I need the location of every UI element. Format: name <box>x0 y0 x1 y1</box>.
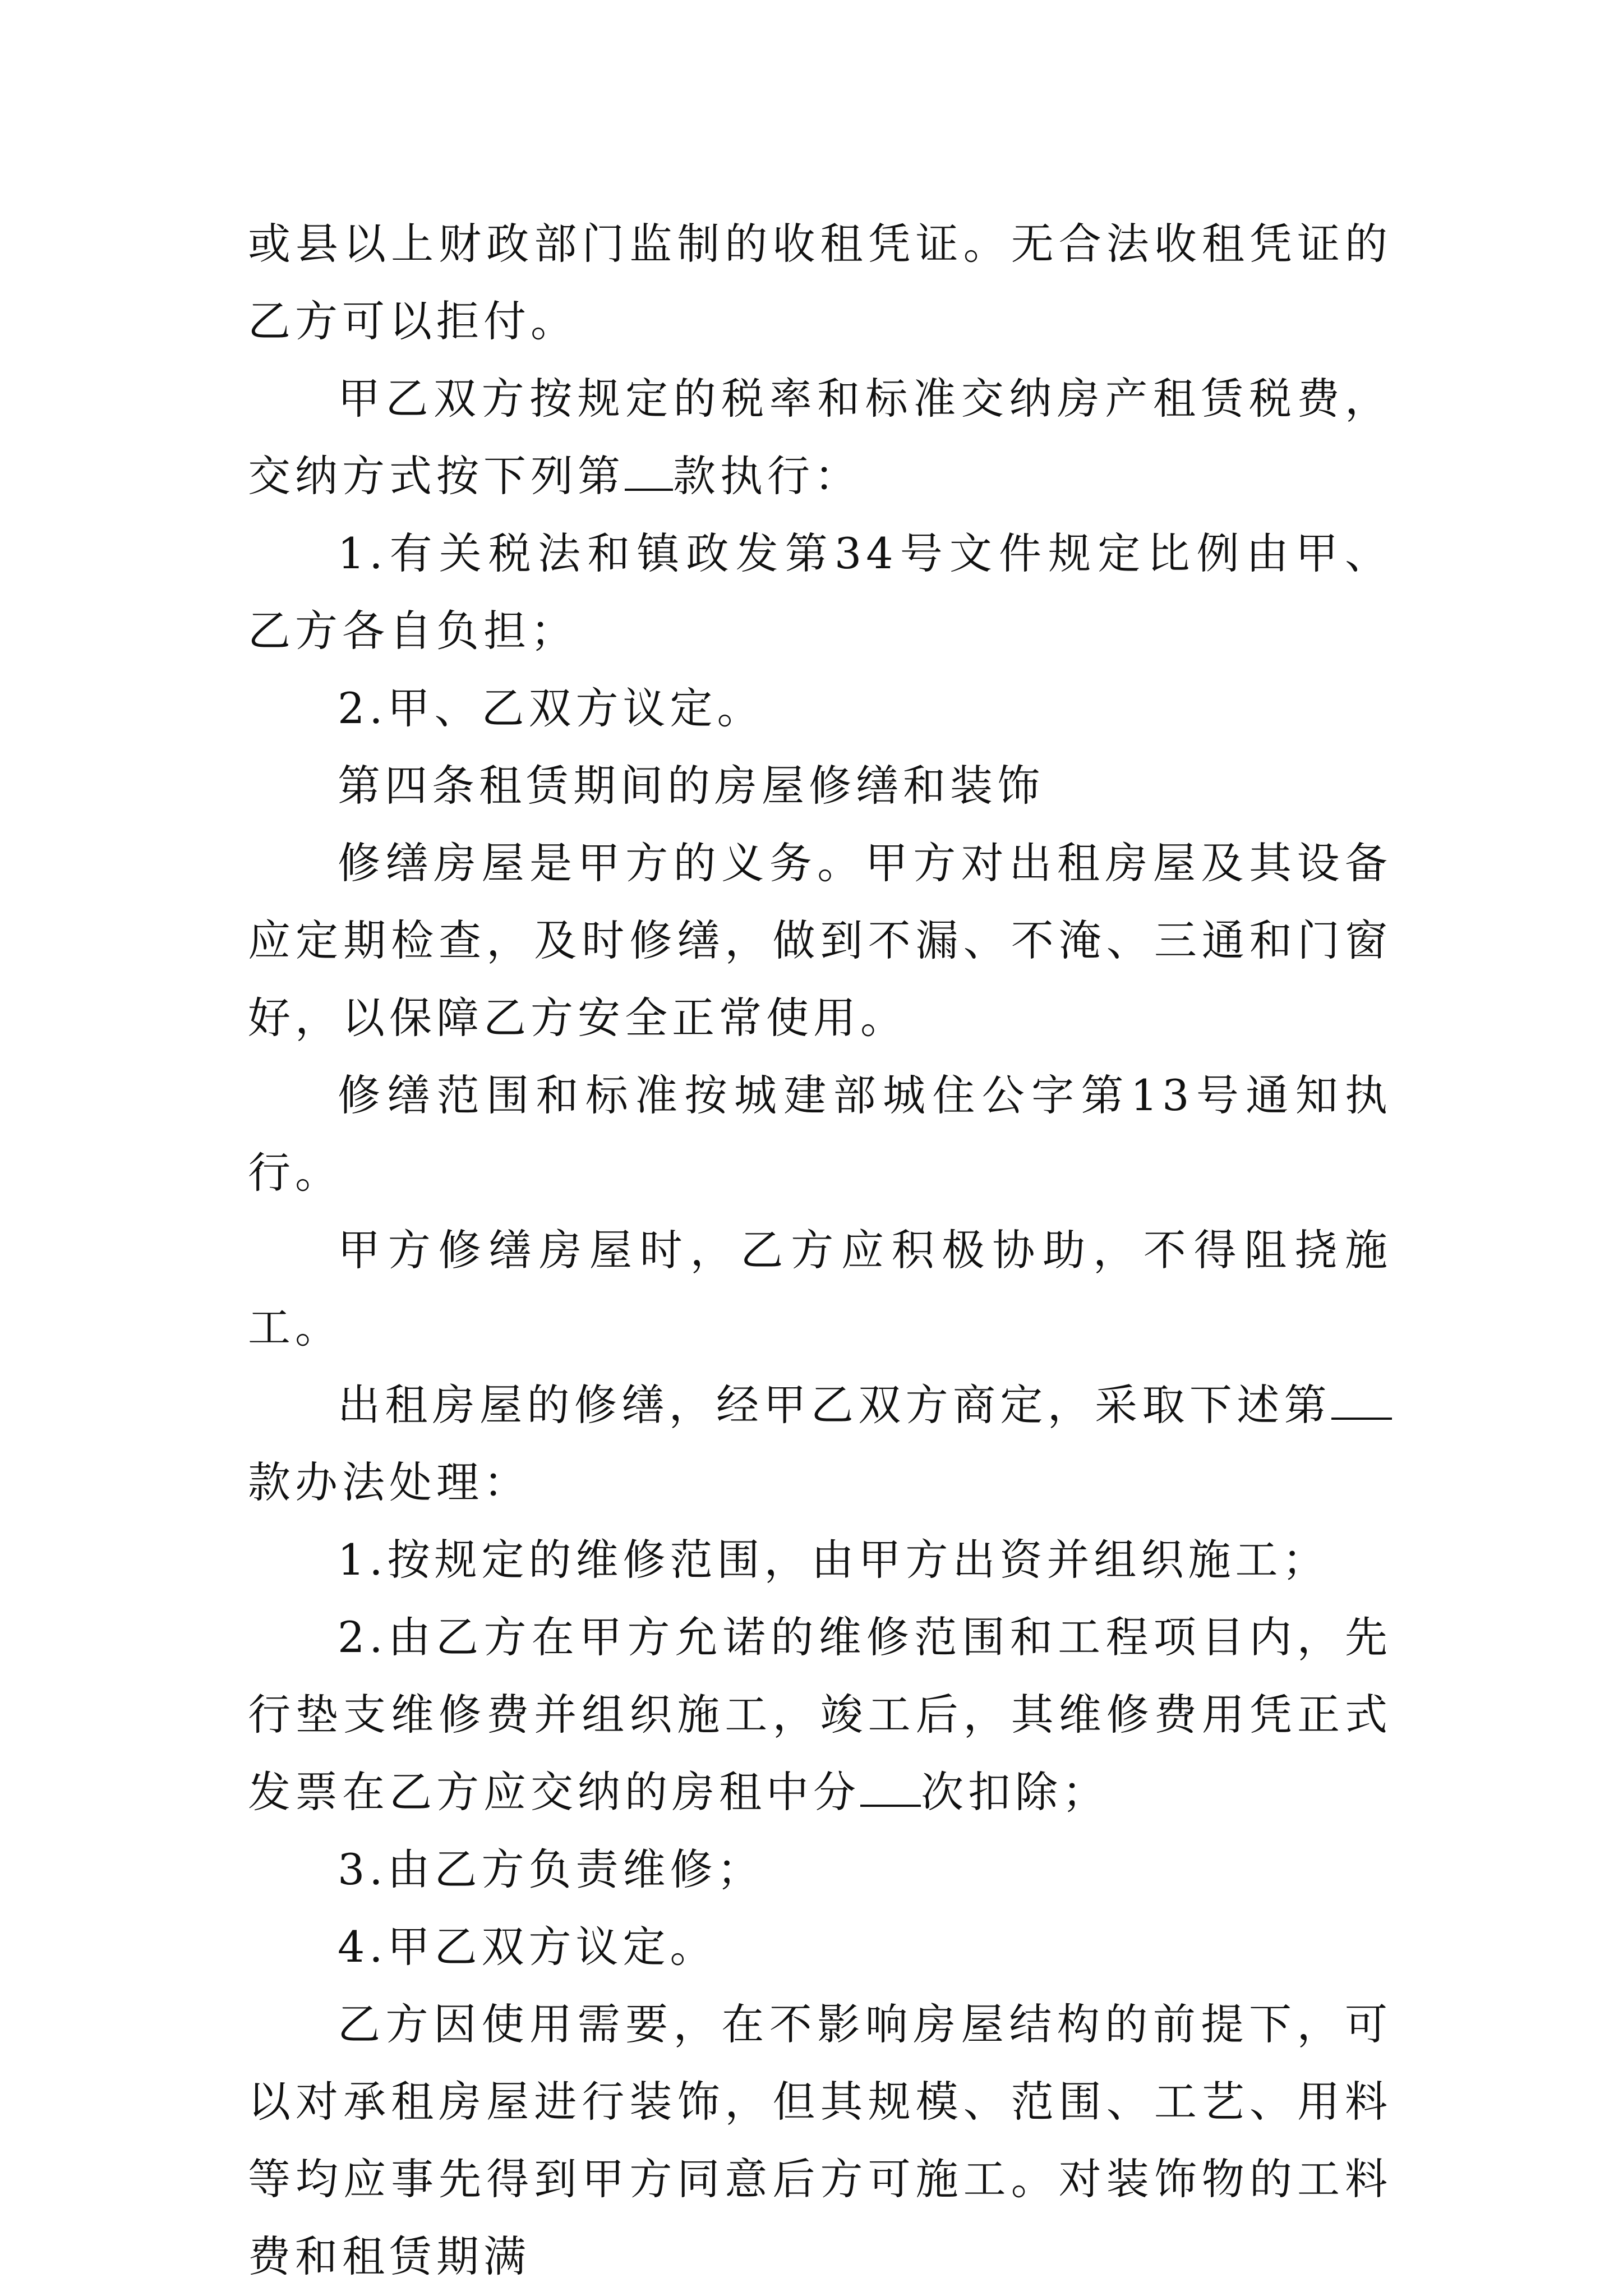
list-item-tax-option-2: 2.甲、乙双方议定。 <box>338 683 764 733</box>
fill-in-blank[interactable] <box>1331 1384 1392 1420</box>
list-item-repair-option-2-before: 2.由乙方在甲方允诺的维修范围和工程项目内，先行垫支维修费并组织施工，竣工后，其维修费用凭正式发票在乙方应交纳的房租中分 <box>248 1612 1392 1817</box>
paragraph-tax-payment-before: 甲乙双方按规定的税率和标准交纳房产租赁税费，交纳方式按下列第 <box>248 374 1392 501</box>
fill-in-blank[interactable] <box>625 455 673 491</box>
paragraph-tax-payment <box>248 360 1392 515</box>
paragraph-decoration: 乙方因使用需要，在不影响房屋结构的前提下，可以对承租房屋进行装饰，但其规模、范围、工艺、用料等均应事先得到甲方同意后方可施工。对装饰物的工料费和租赁期满 <box>248 1999 1392 2281</box>
list-item-repair-option-4: 4.甲乙双方议定。 <box>338 1922 717 1972</box>
paragraph-repair-method-before: 出租房屋的修缮，经甲乙双方商定，采取下述第 <box>338 1380 1331 1430</box>
document-body <box>248 205 1392 2295</box>
paragraph-tax-payment-after: 款执行： <box>673 451 861 501</box>
section-heading-article-4: 第四条租赁期间的房屋修缮和装饰 <box>338 761 1044 811</box>
list-item-repair-option-1: 1.按规定的维修范围，由甲方出资并组织施工； <box>338 1535 1330 1585</box>
list-item-repair-option-2-after: 次扣除； <box>921 1767 1109 1817</box>
list-item-repair-option-3: 3.由乙方负责维修； <box>338 1844 764 1894</box>
paragraph-repair-method <box>248 1366 1392 1521</box>
paragraph-receipt-refusal: 或县以上财政部门监制的收租凭证。无合法收租凭证的乙方可以拒付。 <box>248 219 1392 346</box>
paragraph-repair-scope: 修缮范围和标准按城建部城住公字第13号通知执行。 <box>248 1070 1392 1198</box>
paragraph-repair-obligation: 修缮房屋是甲方的义务。甲方对出租房屋及其设备应定期检查，及时修缮，做到不漏、不淹、三通和门窗好，以保障乙方安全正常使用。 <box>248 838 1392 1043</box>
paragraph-repair-cooperation: 甲方修缮房屋时，乙方应积极协助，不得阻挠施工。 <box>248 1225 1392 1352</box>
paragraph-repair-method-after: 款办法处理： <box>248 1457 531 1507</box>
fill-in-blank[interactable] <box>860 1771 921 1807</box>
list-item-repair-option-2 <box>248 1599 1392 1831</box>
list-item-tax-option-1: 1.有关税法和镇政发第34号文件规定比例由甲、乙方各自负担； <box>248 528 1392 656</box>
